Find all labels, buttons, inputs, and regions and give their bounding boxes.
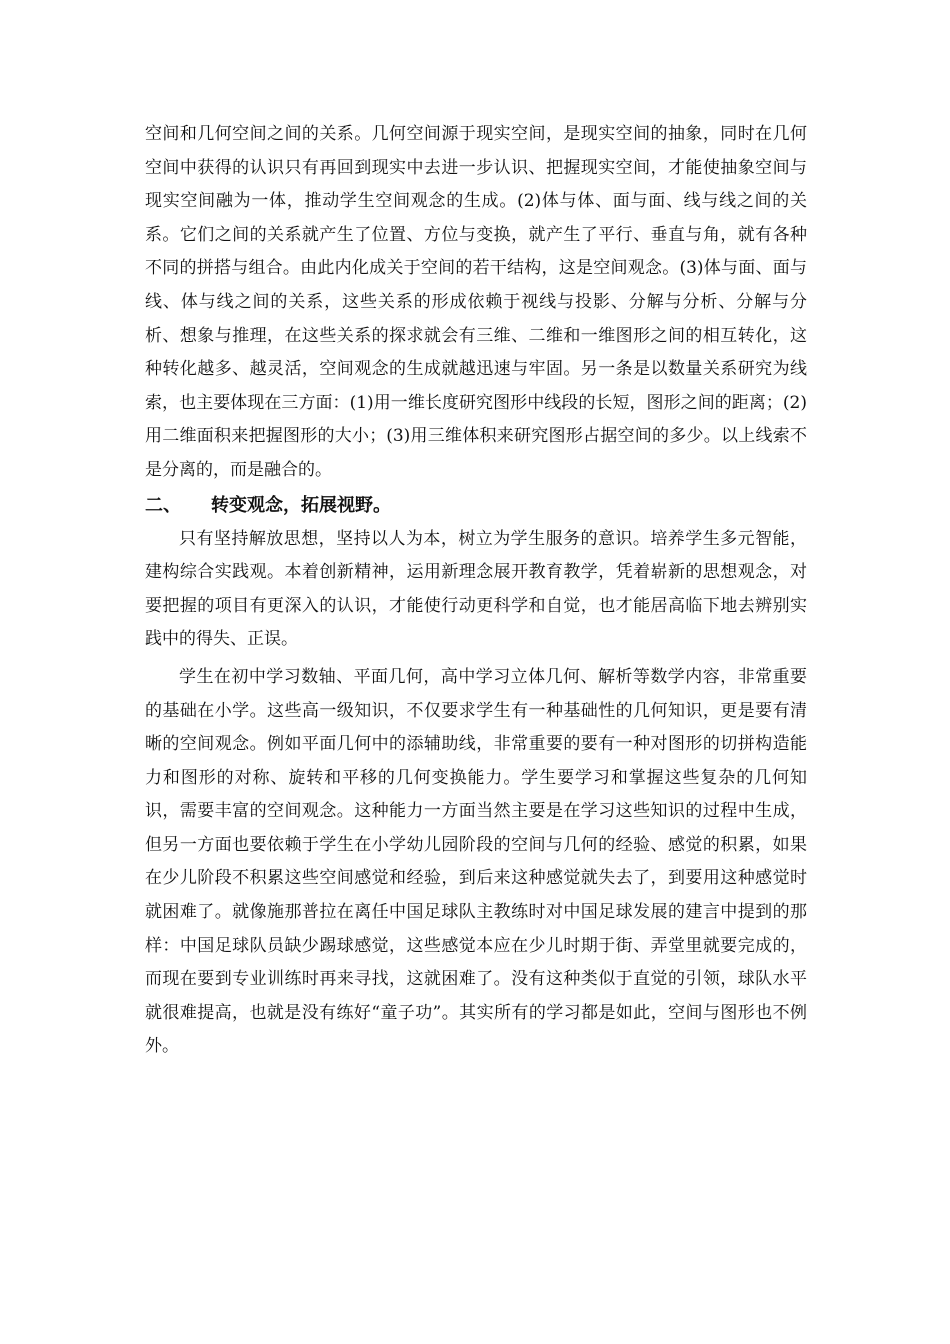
document-body xyxy=(145,118,807,1064)
section-heading xyxy=(145,488,807,523)
section-number: 二、 xyxy=(145,494,181,516)
paragraph: 学生在初中学习数轴、平面几何，高中学习立体几何、解析等数学内容，非常重要的基础在小学。这些高一级知识，不仅要求学生有一种基础性的几何知识，更是要有清晰的空间观念。例如平面几何中的添辅助线，非常重要的要有一种对图形的切拼构造能力和图形的对称、旋转和平移的几何变换能力。学生要学习和掌握这些复杂的几何知识，需要丰富的空间观念。这种能力一方面当然主要是在学习这些知识的过程中生成，但另一方面也要依赖于学生在小学幼儿园阶段的空间与几何的经验、感觉的积累，如果在少儿阶段不积累这些空间感觉和经验，到后来这种感觉就失去了，到要用这种感觉时就困难了。就像施那普拉在离任中国足球队主教练时对中国足球发展的建言中提到的那样：中国足球队员缺少踢球感觉，这些感觉本应在少儿时期于街、弄堂里就要完成的，而现在要到专业训练时再来寻找，这就困难了。没有这种类似于直觉的引领，球队水平就很难提高，也就是没有练好“童子功”。其实所有的学习都是如此，空间与图形也不例外。 xyxy=(145,666,807,1057)
paragraph: 只有坚持解放思想，坚持以人为本，树立为学生服务的意识。培养学生多元智能，建构综合实践观。本着创新精神，运用新理念展开教育教学，凭着崭新的思想观念，对要把握的项目有更深入的认识，才能使行动更科学和自觉，也才能居高临下地去辨别实践中的得失、正误。 xyxy=(145,528,807,650)
paragraph-continuation: 空间和几何空间之间的关系。几何空间源于现实空间，是现实空间的抽象，同时在几何空间中获得的认识只有再回到现实中去进一步认识、把握现实空间，才能使抽象空间与现实空间融为一体，推动学生空间观念的生成。(2)体与体、面与面、线与线之间的关系。它们之间的关系就产生了位置、方位与变换，就产生了平行、垂直与角，就有各种不同的拼搭与组合。由此内化成关于空间的若干结构，这是空间观念。(3)体与面、面与线、体与线之间的关系，这些关系的形成依赖于视线与投影、分解与分析、分解与分析、想象与推理，在这些关系的探求就会有三维、二维和一维图形之间的相互转化，这种转化越多、越灵活，空间观念的生成就越迅速与牢固。另一条是以数量关系研究为线索，也主要体现在三方面：(1)用一维长度研究图形中线段的长短，图形之间的距离；(2)用二维面积来把握图形的大小；(3)用三维体积来研究图形占据空间的多少。以上线索不是分离的，而是融合的。 xyxy=(145,124,807,480)
section-title: 转变观念，拓展视野。 xyxy=(211,494,391,516)
